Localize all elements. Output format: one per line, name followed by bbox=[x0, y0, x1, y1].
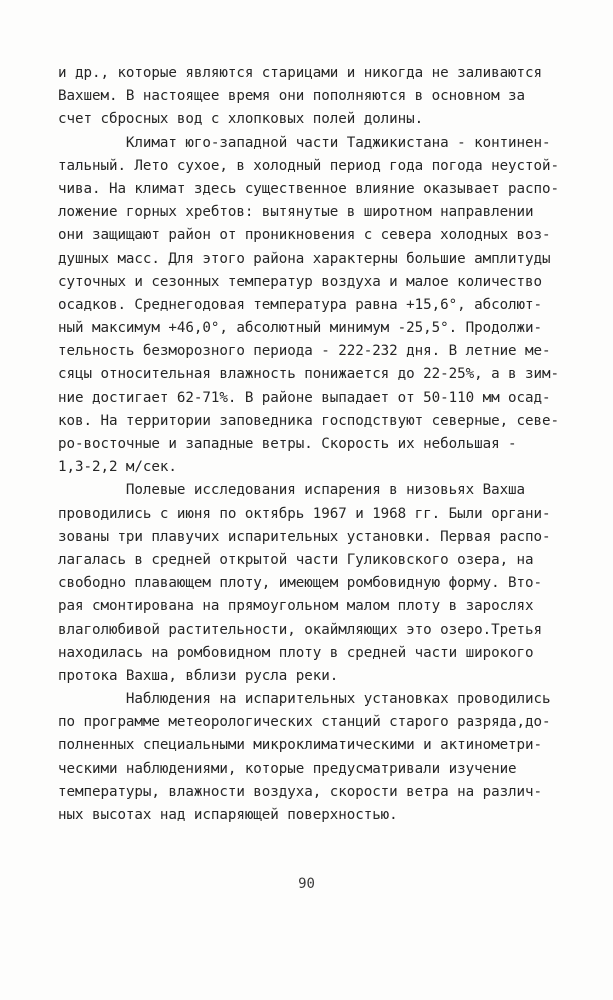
text-line: душных масс. Для этого района характерны большие амплитуды bbox=[58, 250, 551, 267]
text-line: 1,3-2,2 м/сек. bbox=[58, 459, 177, 476]
text-line: сяцы относительная влажность понижается до 22-25%, а в зим- bbox=[58, 366, 560, 383]
text-line: они защищают район от проникновения с севера холодных воз- bbox=[58, 227, 551, 244]
text-line: ных высотах над испаряющей поверхностью. bbox=[58, 807, 398, 823]
paragraph-start-line: Полевые исследования испарения в низовьях Вахша bbox=[58, 482, 526, 499]
text-line: проводились с июня по октябрь 1967 и 1968 гг. Были органи- bbox=[58, 505, 551, 522]
text-line: счет сбросных вод с хлопковых полей долины. bbox=[58, 111, 424, 128]
text-line: ро-восточные и западные ветры. Скорость их небольшая - bbox=[58, 436, 517, 452]
text-line: рая смонтирована на прямоугольном малом плоту в зарослях bbox=[58, 598, 534, 615]
text-line: и др., которые являются старицами и никогда не заливаются bbox=[58, 65, 543, 81]
text-line: суточных и сезонных температур воздуха и малое количество bbox=[58, 273, 543, 290]
text-line: ков. На территории заповедника господствуют северные, севе- bbox=[58, 412, 560, 429]
text-line: тельность безморозного периода - 222-232 дня. В летние ме- bbox=[58, 343, 551, 360]
body-text bbox=[58, 62, 578, 827]
text-line: ложение горных хребтов: вытянутые в широтном направлении bbox=[58, 204, 534, 221]
paragraph-start-line: Климат юго-западной части Таджикистана - континен- bbox=[58, 134, 551, 151]
text-line: чива. На климат здесь существенное влияние оказывает распо- bbox=[58, 180, 560, 197]
text-line: осадков. Среднегодовая температура равна +15,6°, абсолют- bbox=[58, 296, 543, 313]
text-line: зованы три плавучих испарительных установки. Первая распо- bbox=[58, 528, 551, 545]
text-line: Вахшем. В настоящее время они пополняются в основном за bbox=[58, 88, 526, 105]
text-line: протока Вахша, вблизи русла реки. bbox=[58, 667, 339, 684]
page-number: 90 bbox=[298, 876, 315, 892]
paragraph-start-line: Наблюдения на испарительных установках проводились bbox=[58, 691, 551, 708]
text-line: температуры, влажности воздуха, скорости ветра на различ- bbox=[58, 783, 543, 800]
text-line: ный максимум +46,0°, абсолютный минимум -25,5°. Продолжи- bbox=[58, 320, 543, 337]
text-line: лагалась в средней открытой части Гуликовского озера, на bbox=[58, 551, 534, 568]
text-line: влаголюбивой растительности, окаймляющих это озеро.Третья bbox=[58, 621, 543, 638]
text-line: по программе метеорологических станций старого разряда,до- bbox=[58, 714, 551, 731]
text-line: находилась на ромбовидном плоту в средней части широкого bbox=[58, 644, 534, 661]
text-line: тальный. Лето сухое, в холодный период года погода неустой- bbox=[58, 157, 560, 174]
text-line: ние достигает 62-71%. В районе выпадает от 50-110 мм осад- bbox=[58, 389, 551, 406]
text-line: полненных специальными микроклиматическими и актинометри- bbox=[58, 737, 543, 754]
text-line: свободно плавающем плоту, имеющем ромбовидную форму. Вто- bbox=[58, 575, 543, 592]
text-line: ческими наблюдениями, которые предусматривали изучение bbox=[58, 760, 517, 777]
